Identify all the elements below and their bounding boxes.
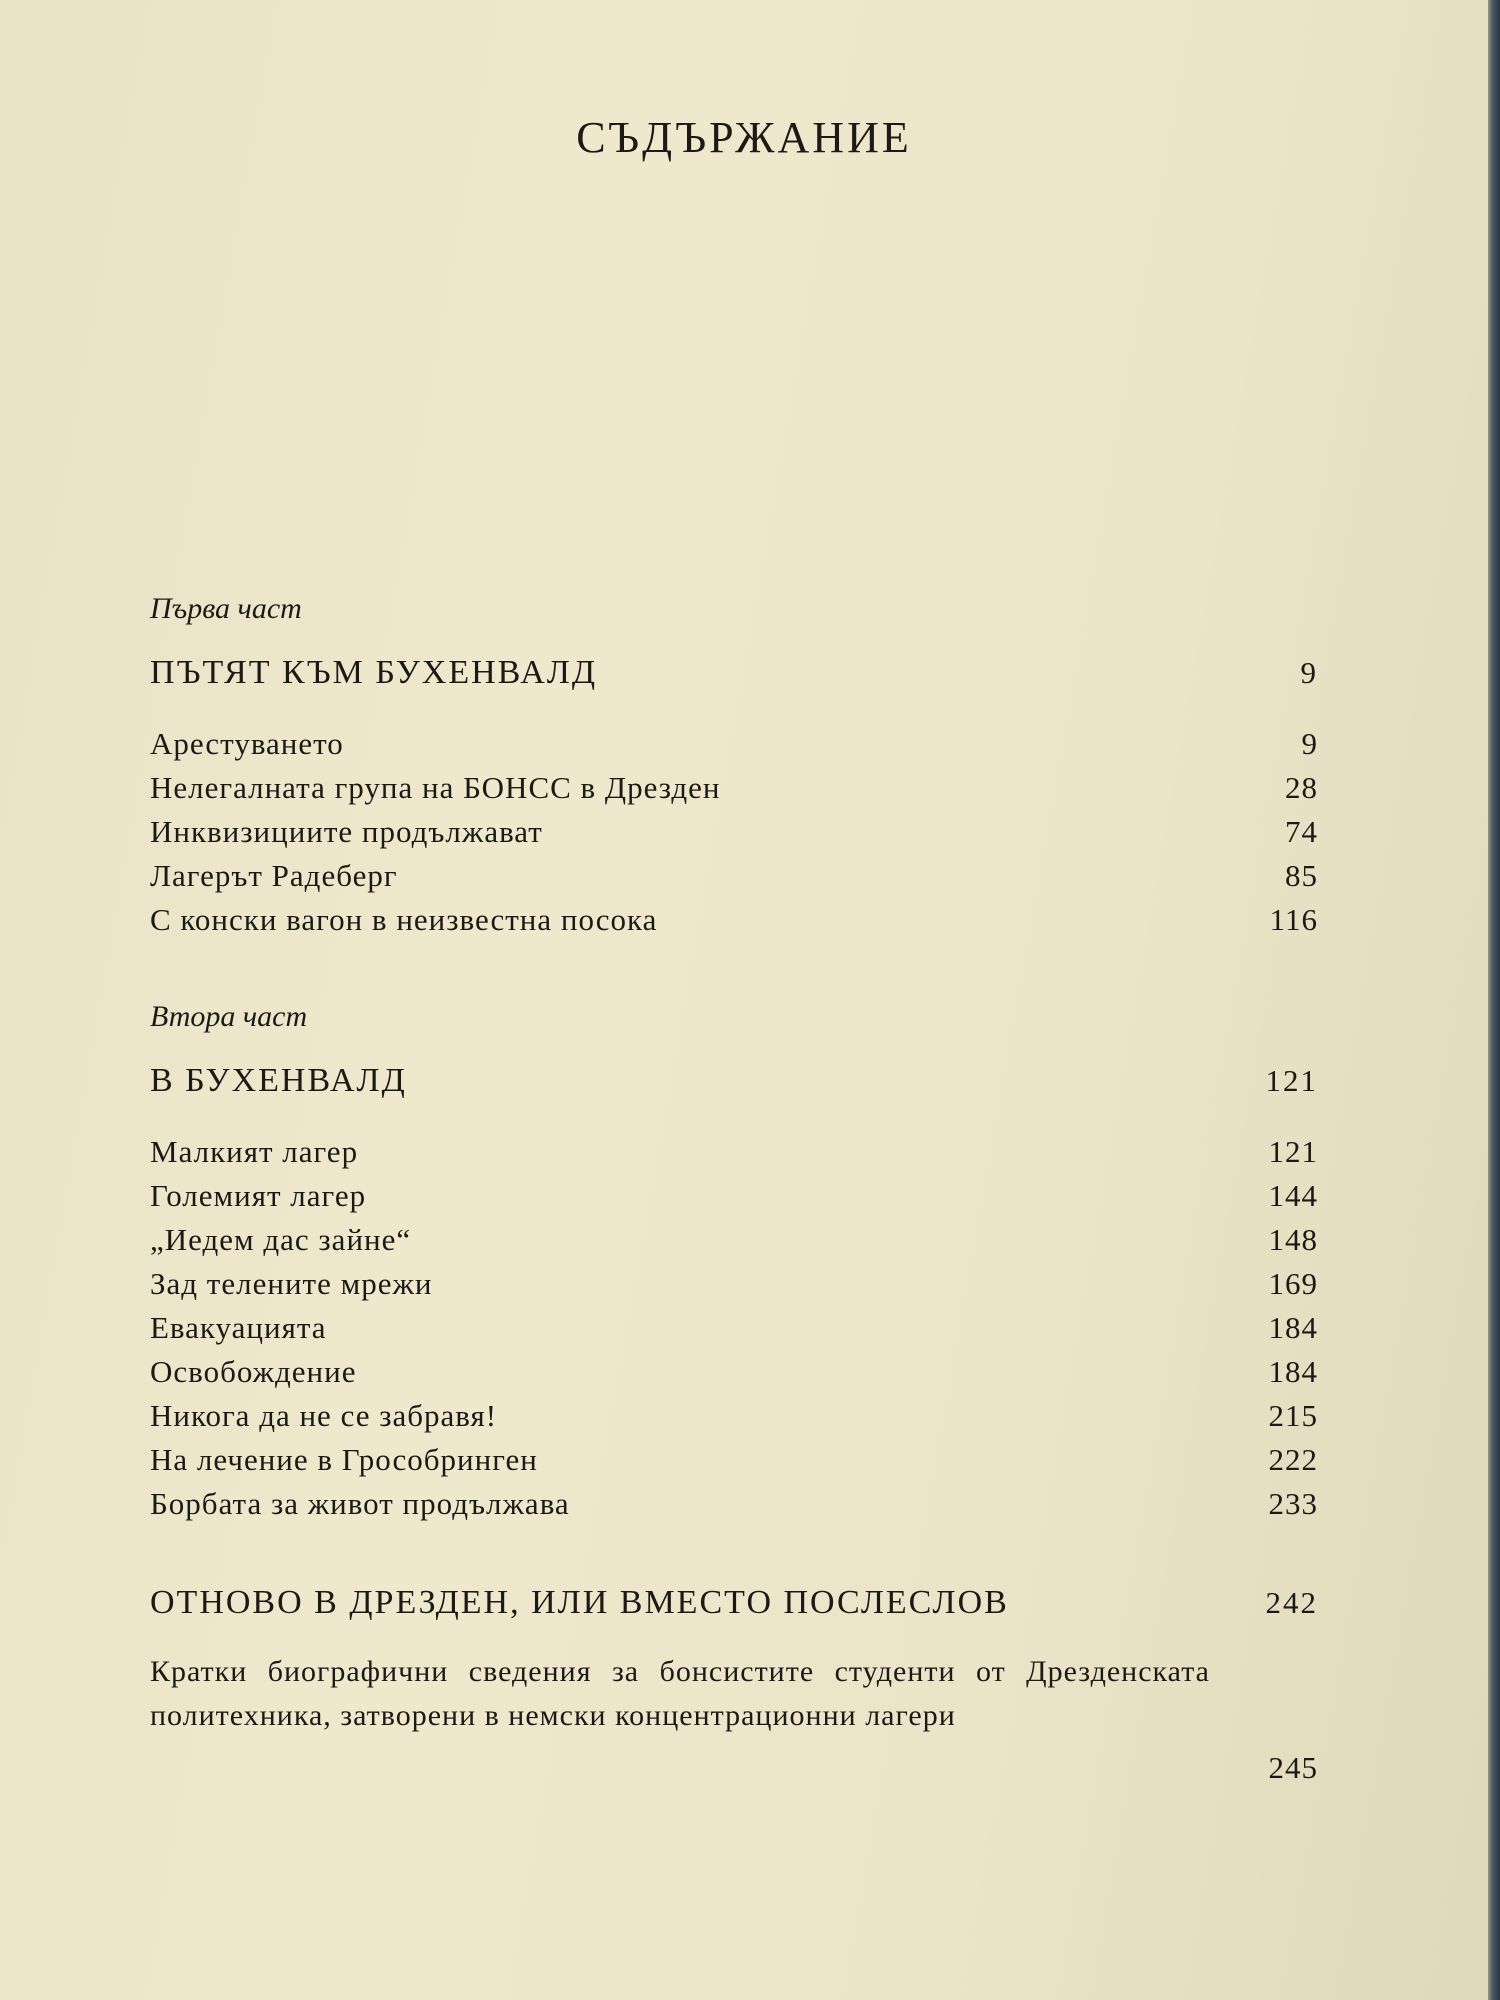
page-number: 184 [1268,1354,1318,1389]
toc-entry [150,1354,1318,1390]
toc-entry [150,1398,1318,1434]
appendix-entry [150,1650,1318,1790]
toc-entry-title: Зад телените мрежи [150,1266,433,1301]
page-number: 184 [1268,1310,1318,1345]
toc-entry-title: С конски вагон в неизвестна посока [150,902,658,937]
page-number: 9 [1300,655,1318,690]
part-heading-title: ПЪТЯТ КЪМ БУХЕНВАЛД [150,654,598,691]
toc-entry [150,770,1318,806]
page-number: 215 [1268,1398,1318,1433]
page-title: СЪДЪРЖАНИЕ [576,113,912,162]
page-number: 242 [1265,1585,1318,1620]
toc-entry-title: Борбата за живот продължава [150,1486,570,1521]
epilogue-heading [150,1584,1318,1622]
toc-entry-title: Евакуацията [150,1310,327,1345]
page-number: 222 [1268,1442,1318,1477]
page-number: 85 [1285,858,1318,893]
page-number: 148 [1268,1222,1318,1257]
toc-entry [150,1178,1318,1214]
toc-entry [150,1266,1318,1302]
toc-entry-title: Големият лагер [150,1178,367,1213]
toc-entry-title: Нелегалната група на БОНСС в Дрезден [150,770,721,805]
part-heading-1 [150,654,1318,692]
toc-entry-title: Инквизициите продължават [150,814,543,849]
part-label-1: Първа част [150,592,302,625]
toc-entry [150,858,1318,894]
toc-entry-title: Лагерът Радеберг [150,858,398,893]
page-number: 74 [1285,814,1318,849]
page-edge [1488,0,1500,2000]
part-label-2: Втора част [150,1000,308,1033]
toc-entry-title: Арестуването [150,726,344,761]
toc-entry [150,814,1318,850]
page-number: 28 [1285,770,1318,805]
toc-entry [150,726,1318,762]
page-number: 169 [1268,1266,1318,1301]
page-number: 9 [1301,726,1318,761]
toc-entry [150,902,1318,938]
page-number: 233 [1268,1486,1318,1521]
toc-entry [150,1486,1318,1522]
page-number: 121 [1265,1063,1318,1098]
toc-entry [150,1442,1318,1478]
page-number: 144 [1268,1178,1318,1213]
toc-entry-title: Никога да не се забравя! [150,1398,498,1433]
epilogue-title: ОТНОВО В ДРЕЗДЕН, ИЛИ ВМЕСТО ПОСЛЕСЛОВ [150,1584,1009,1621]
toc-entry [150,1134,1318,1170]
toc-entry [150,1310,1318,1346]
toc-entry-title: „Иедем дас зайне“ [150,1222,412,1257]
page-number: 121 [1268,1134,1318,1169]
toc-entry-title: Малкият лагер [150,1134,359,1169]
toc-entry-title: На лечение в Грособринген [150,1442,538,1477]
part-heading-title: В БУХЕНВАЛД [150,1062,407,1099]
part-heading-2 [150,1062,1318,1100]
appendix-text: Кратки биографични сведения за бонсистите студенти от Дрезденската политехника, затворени в немски концентрационни лагери [150,1655,1210,1732]
page-number: 245 [1268,1750,1318,1785]
toc-entry-title: Освобождение [150,1354,357,1389]
toc-entry [150,1222,1318,1258]
page-number: 116 [1269,902,1318,937]
